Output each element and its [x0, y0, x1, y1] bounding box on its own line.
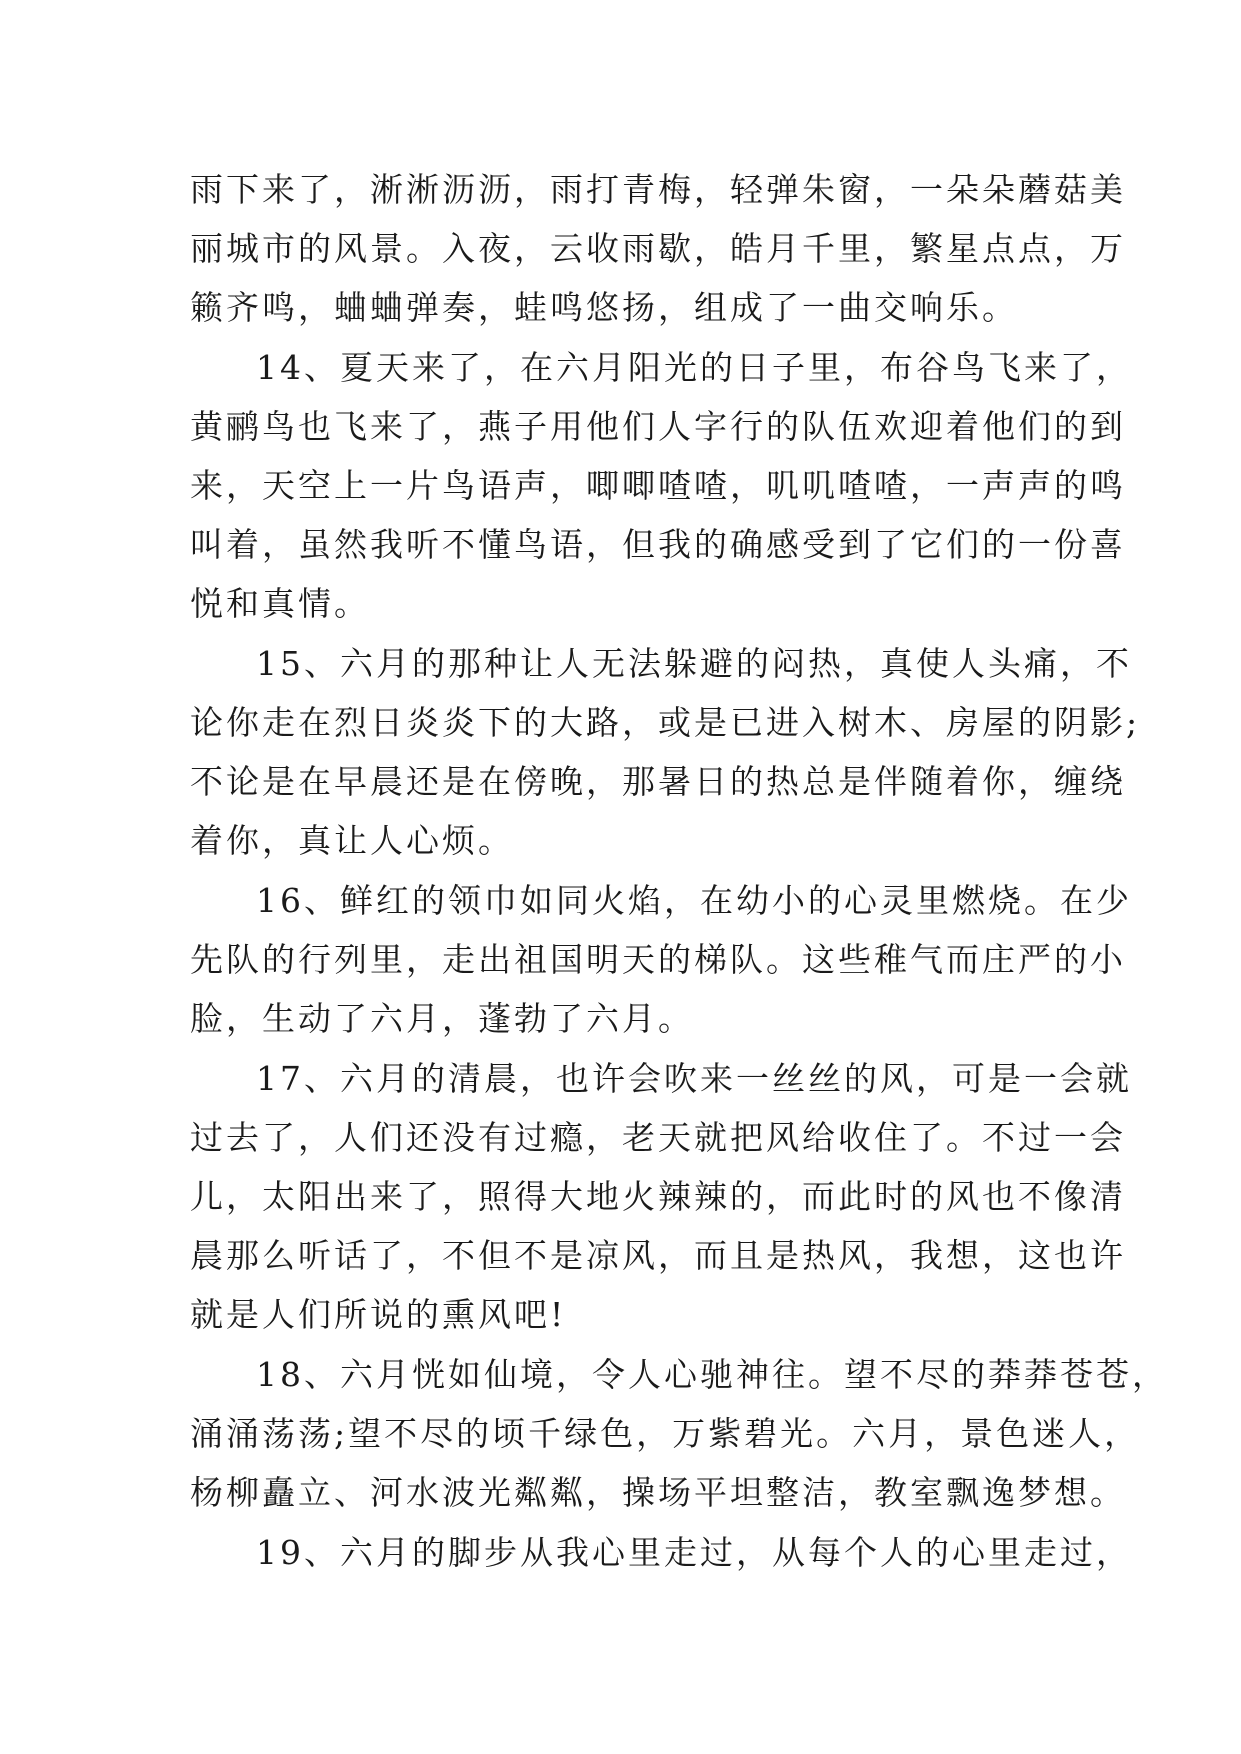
paragraph-15 — [190, 634, 1141, 870]
text-line: 黄鹂鸟也飞来了，燕子用他们人字行的队伍欢迎着他们的到 — [190, 407, 1126, 446]
text-line: 先队的行列里，走出祖国明天的梯队。这些稚气而庄严的小 — [190, 940, 1126, 979]
text-line: 涌涌荡荡;望不尽的顷千绿色，万紫碧光。六月，景色迷人， — [190, 1414, 1141, 1453]
text-line: 杨柳矗立、河水波光粼粼，操场平坦整洁，教室飘逸梦想。 — [190, 1473, 1126, 1512]
text-line: 脸，生动了六月，蓬勃了六月。 — [190, 999, 694, 1038]
text-line: 16、鲜红的领巾如同火焰，在幼小的心灵里燃烧。在少 — [256, 881, 1132, 920]
document-body — [190, 160, 1168, 1583]
paragraph-14 — [190, 338, 1132, 633]
text-line: 18、六月恍如仙境，令人心驰神往。望不尽的莽莽苍苍， — [256, 1355, 1168, 1394]
text-line: 19、六月的脚步从我心里走过，从每个人的心里走过， — [256, 1533, 1132, 1572]
text-line: 论你走在烈日炎炎下的大路，或是已进入树木、房屋的阴影; — [190, 703, 1141, 742]
text-line: 雨下来了，淅淅沥沥，雨打青梅，轻弹朱窗，一朵朵蘑菇美 — [190, 170, 1126, 209]
text-line: 叫着，虽然我听不懂鸟语，但我的确感受到了它们的一份喜 — [190, 525, 1126, 564]
text-line: 悦和真情。 — [190, 584, 370, 623]
paragraph-19 — [190, 1523, 1132, 1582]
text-line: 晨那么听话了，不但不是凉风，而且是热风，我想，这也许 — [190, 1236, 1126, 1275]
text-line: 17、六月的清晨，也许会吹来一丝丝的风，可是一会就 — [256, 1059, 1132, 1098]
paragraph-17 — [190, 1049, 1132, 1344]
text-line: 15、六月的那种让人无法躲避的闷热，真使人头痛，不 — [256, 644, 1132, 683]
text-line: 不论是在早晨还是在傍晚，那暑日的热总是伴随着你，缠绕 — [190, 762, 1126, 801]
text-line: 来，天空上一片鸟语声，唧唧喳喳，叽叽喳喳，一声声的鸣 — [190, 466, 1126, 505]
paragraph-1 — [190, 160, 1126, 337]
text-line: 着你，真让人心烦。 — [190, 821, 514, 860]
paragraph-18 — [190, 1345, 1168, 1522]
text-line: 儿，太阳出来了，照得大地火辣辣的，而此时的风也不像清 — [190, 1177, 1126, 1216]
text-line: 籁齐鸣，蛐蛐弹奏，蛙鸣悠扬，组成了一曲交响乐。 — [190, 288, 1018, 327]
text-line: 就是人们所说的熏风吧! — [190, 1295, 567, 1334]
text-line: 14、夏天来了，在六月阳光的日子里，布谷鸟飞来了， — [256, 348, 1132, 387]
text-line: 丽城市的风景。入夜，云收雨歇，皓月千里，繁星点点，万 — [190, 229, 1126, 268]
text-line: 过去了，人们还没有过瘾，老天就把风给收住了。不过一会 — [190, 1118, 1126, 1157]
paragraph-16 — [190, 871, 1132, 1048]
